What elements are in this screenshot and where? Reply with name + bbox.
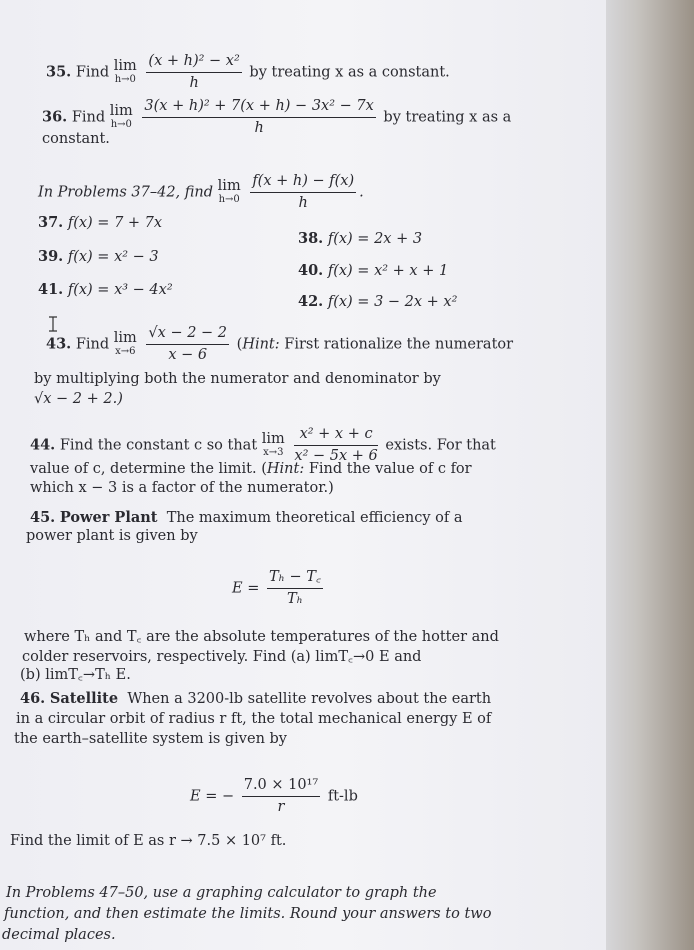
problem-number: 38. (298, 230, 324, 247)
function-expr: f(x) = x² + x + 1 (327, 263, 449, 279)
problem-44-line3: which x − 3 is a factor of the numerator.) (30, 480, 334, 496)
problem-text: When a 3200-lb satellite revolves about the earth (127, 691, 492, 707)
denominator: h (254, 120, 264, 136)
problem-text: Find (71, 109, 106, 126)
numerator: Tₕ − T꜀ (267, 568, 323, 589)
function-39 (38, 247, 159, 267)
problem-45 (30, 508, 463, 528)
problem-number: 36. (42, 108, 68, 126)
problem-46 (20, 689, 491, 709)
equation-unit: ft-lb (327, 788, 358, 805)
problem-number: 43. (46, 335, 72, 353)
problem-title: Power Plant (59, 509, 158, 526)
limit: lim h→0 (109, 102, 133, 130)
numerator: x² + x + c (294, 425, 377, 446)
function-40 (298, 261, 448, 281)
problem-46-line4: Find the limit of E as r → 7.5 × 10⁷ ft. (10, 833, 287, 849)
problem-number: 46. (20, 690, 46, 707)
problem-45-line3: where Tₕ and T꜀ are the absolute temperatures of the hotter and (24, 629, 499, 645)
problem-36 (42, 97, 511, 138)
equation-lhs: E = − (190, 788, 235, 805)
problem-title: Satellite (49, 690, 119, 707)
hint-label: Hint: (266, 461, 305, 477)
instruction-47-50-line1: In Problems 47–50, use a graphing calculator to graph the (6, 885, 437, 901)
numerator: f(x + h) − f(x) (250, 172, 356, 193)
denominator: h (189, 75, 199, 91)
instruction-37-42 (38, 172, 364, 213)
function-42 (298, 292, 457, 312)
problem-35 (46, 52, 450, 93)
instruction-47-50-line2: function, and then estimate the limits. Round your answers to two (4, 906, 492, 922)
problem-text-after: exists. For that (385, 437, 496, 454)
denominator: h (298, 195, 308, 211)
limit: lim x→6 (113, 329, 137, 357)
problem-number: 45. (30, 509, 56, 526)
fraction (250, 172, 356, 213)
problem-number: 40. (298, 262, 324, 279)
problem-number: 37. (38, 214, 64, 231)
limit: lim h→0 (113, 57, 137, 85)
problem-number: 39. (38, 248, 64, 265)
problem-44-line2 (30, 460, 472, 479)
fraction (146, 52, 241, 93)
limit-sub: h→0 (110, 118, 132, 130)
energy-equation (190, 776, 358, 817)
limit-sub: x→3 (263, 446, 284, 458)
function-expr: f(x) = x³ − 4x² (67, 282, 173, 298)
problem-43-line2: by multiplying both the numerator and denominator by (34, 371, 441, 387)
problem-number: 41. (38, 281, 64, 298)
problem-number: 35. (46, 63, 72, 81)
function-38 (298, 229, 422, 249)
problem-number: 42. (298, 293, 324, 310)
problem-45-line2: power plant is given by (26, 528, 198, 544)
instruction-text: In Problems 37–42, find (38, 184, 214, 201)
problem-36-continuation: constant. (42, 131, 110, 147)
problem-45-line5: (b) limT꜀→Tₕ E. (20, 667, 131, 683)
page-edge-shadow (606, 0, 694, 950)
efficiency-equation (232, 568, 326, 609)
function-37 (38, 213, 162, 233)
problem-text-after: by treating x as a constant. (249, 64, 450, 81)
limit-sub: h→0 (114, 73, 136, 85)
limit: lim h→0 (217, 177, 241, 205)
problem-text: Find (75, 64, 110, 81)
hint-text: First rationalize the numerator (284, 336, 514, 353)
function-expr: f(x) = 7 + 7x (67, 215, 163, 231)
problem-43-line3: √x − 2 + 2.) (34, 391, 123, 407)
limit-sub: h→0 (218, 193, 240, 205)
numerator: (x + h)² − x² (146, 52, 241, 73)
function-expr: f(x) = 3 − 2x + x² (327, 294, 458, 310)
numerator: 7.0 × 10¹⁷ (242, 776, 321, 797)
equation-lhs: E = (232, 580, 260, 597)
instruction-47-50-line3: decimal places. (2, 927, 116, 943)
denominator: x² − 5x + 6 (294, 448, 378, 464)
instruction-end: . (359, 184, 364, 201)
problem-text-after: by treating x as a (383, 109, 512, 126)
problem-45-line4: colder reservoirs, respectively. Find (a) limT꜀→0 E and (22, 649, 422, 665)
function-41 (38, 280, 173, 300)
problem-text: Find the constant c so that (59, 437, 258, 454)
line-text: Find the value of c for (308, 461, 472, 477)
problem-46-line3: the earth–satellite system is given by (14, 731, 287, 747)
limit: lim x→3 (261, 430, 285, 458)
fraction (267, 568, 323, 609)
fraction (242, 776, 321, 817)
problem-text: Find (75, 336, 110, 353)
problem-46-line2: in a circular orbit of radius r ft, the total mechanical energy E of (16, 711, 492, 727)
problem-text: The maximum theoretical efficiency of a (166, 510, 463, 526)
numerator: 3(x + h)² + 7(x + h) − 3x² − 7x (142, 97, 375, 118)
hint-label: Hint: (242, 336, 280, 353)
problem-number: 44. (30, 436, 56, 454)
denominator: x − 6 (168, 347, 208, 363)
function-expr: f(x) = 2x + 3 (327, 231, 423, 247)
function-expr: f(x) = x² − 3 (67, 249, 159, 265)
fraction (142, 97, 375, 138)
problem-43: 43. Find lim x→6 $\frac{√x - 2 - 2}{x - 6}$ (Hint: First rationalize the numerator (46, 325, 514, 363)
numerator: √x − 2 − 2 (146, 324, 229, 345)
denominator: r (277, 799, 285, 815)
fraction (146, 324, 229, 365)
limit-sub: x→6 (115, 345, 136, 357)
line-text: value of c, determine the limit. ( (30, 461, 267, 477)
denominator: Tₕ (286, 591, 303, 607)
